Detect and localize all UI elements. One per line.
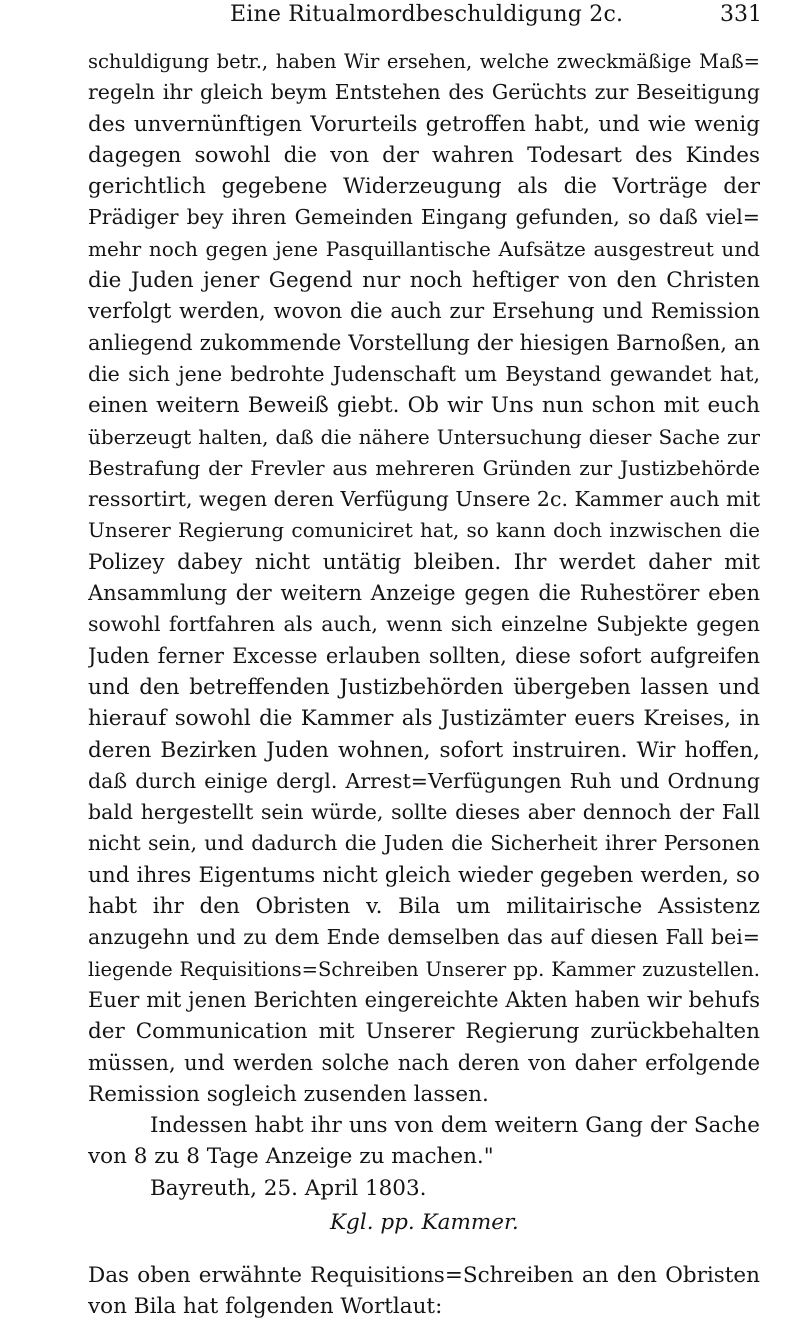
text-line: Bestrafung der Frevler aus mehreren Gründen zur Justizbehörde [88, 455, 760, 480]
text-line: sowohl fortfahren als auch, wenn sich einzelne Subjekte gegen [88, 612, 760, 637]
text-line: überzeugt halten, daß die nähere Untersuchung dieser Sache zur [88, 424, 760, 449]
signature-date: Bayreuth, 25. April 1803. [150, 1176, 427, 1201]
text-line: hierauf sowohl die Kammer als Justizämter euers Kreises, in [88, 706, 760, 732]
text-line: Ansammlung der weitern Anzeige gegen die Ruhestörer eben [88, 581, 760, 606]
page-header [0, 2, 800, 30]
text-line: daß durch einige dergl. Arrest=Verfügungen Ruh und Ordnung [88, 768, 760, 793]
text-line: dagegen sowohl die von der wahren Todesart des Kindes [88, 142, 760, 168]
text-line: liegende Requisitions=Schreiben Unserer pp. Kammer zuzustellen. [88, 957, 760, 981]
running-head: Eine Ritualmordbeschuldigung 2c. [230, 2, 624, 27]
page-number: 331 [720, 2, 762, 27]
text-line: anzugehn und zu dem Ende demselben das auf diesen Fall bei= [88, 925, 760, 950]
text-line: Euer mit jenen Berichten eingereichte Akten haben wir behufs [88, 987, 760, 1012]
text-line: nicht sein, und dadurch die Juden die Sicherheit ihrer Personen [88, 831, 760, 856]
text-line: schuldigung betr., haben Wir ersehen, welche zweckmäßige Maß= [88, 50, 760, 73]
signature-authority: Kgl. pp. Kammer. [330, 1210, 519, 1235]
closing-paragraph [88, 1260, 760, 1323]
text-line: Prädiger bey ihren Gemeinden Eingang gefunden, so daß viel= [88, 205, 760, 230]
text-line: ressortirt, wegen deren Verfügung Unsere 2c. Kammer auch mit [88, 487, 760, 512]
text-line: des unvernünftigen Vorurteils getroffen habt, und wie wenig [88, 111, 760, 137]
text-line: verfolgt werden, wovon die auch zur Ersehung und Remission [88, 299, 760, 324]
text-line: Unserer Regierung comuniciret hat, so kann doch inzwischen die [88, 518, 760, 543]
text-line: von 8 zu 8 Tage Anzeige zu machen." [88, 1144, 494, 1170]
text-line: mehr noch gegen jene Pasquillantische Aufsätze ausgestreut und [88, 236, 760, 261]
text-line: Indessen habt ihr uns von dem weitern Gang der Sache [150, 1113, 760, 1139]
text-line: Polizey dabey nicht untätig bleiben. Ihr werdet daher mit [88, 549, 760, 575]
text-line: von Bila hat folgenden Wortlaut: [88, 1294, 443, 1320]
text-line: und ihres Eigentums nicht gleich wieder gegeben werden, so [88, 862, 760, 888]
text-line: Remission sogleich zusenden lassen. [88, 1081, 489, 1107]
text-line: einen weitern Beweiß giebt. Ob wir Uns nun schon mit euch [88, 393, 760, 419]
text-line: habt ihr den Obristen v. Bila um militairische Assistenz [88, 894, 760, 920]
text-line: anliegend zukommende Vorstellung der hiesigen Barnoßen, an [88, 330, 760, 355]
text-line: der Communication mit Unserer Regierung zurückbehalten [88, 1019, 760, 1045]
text-line: die sich jene bedrohte Judenschaft um Beystand gewandet hat, [88, 361, 760, 386]
text-line: Juden ferner Excesse erlauben sollten, diese sofort aufgreifen [88, 643, 760, 668]
text-line: und den betreffenden Justizbehörden übergeben lassen und [88, 674, 760, 700]
text-line: müssen, und werden solche nach deren von daher erfolgende [88, 1050, 760, 1075]
text-line: gerichtlich gegebene Widerzeugung als die Vorträge der [88, 174, 760, 200]
text-line: die Juden jener Gegend nur noch heftiger von den Christen [88, 268, 760, 294]
main-paragraph [88, 46, 760, 1173]
text-line: Das oben erwähnte Requisitions=Schreiben an den Obristen [88, 1263, 760, 1288]
text-line: regeln ihr gleich beym Entstehen des Gerüchts zur Beseitigung [88, 80, 760, 105]
text-line: deren Bezirken Juden wohnen, sofort instruiren. Wir hoffen, [88, 737, 760, 763]
text-line: bald hergestellt sein würde, sollte dieses aber dennoch der Fall [88, 800, 760, 825]
